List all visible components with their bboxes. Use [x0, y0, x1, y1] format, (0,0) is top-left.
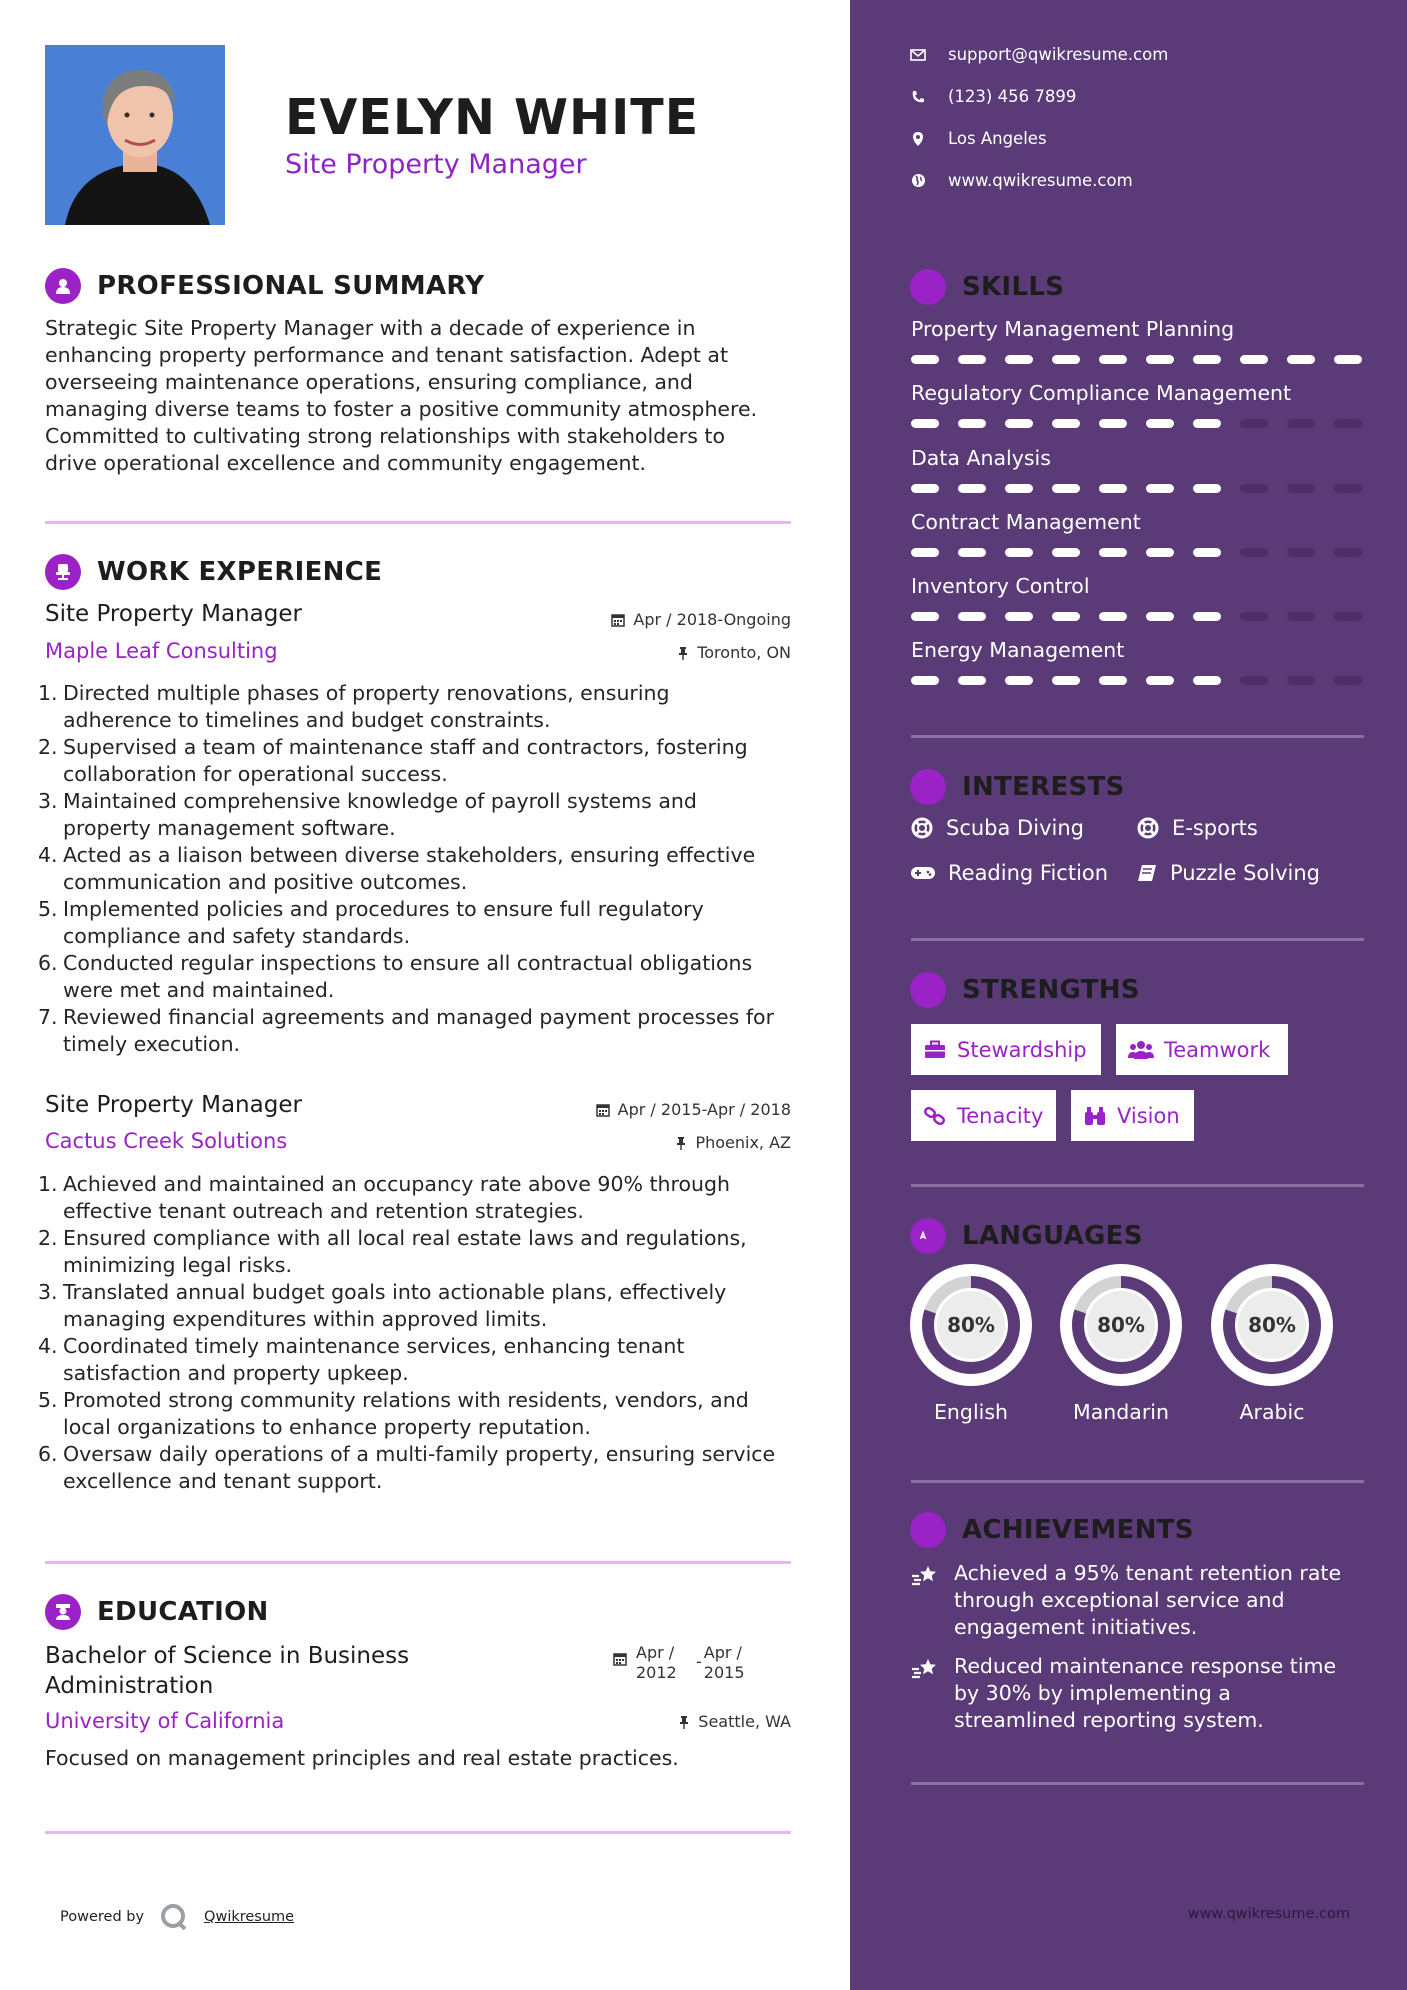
profile-photo: [45, 45, 225, 225]
phone-icon: [910, 89, 926, 105]
strength-badge: Stewardship: [911, 1024, 1101, 1075]
section-divider: [911, 1480, 1364, 1483]
summary-text: Strategic Site Property Manager with a decade of experience in enhancing property performance and tenant satisfaction. Adept at overseeing maintenance operations, ensuring compliance, and managing diverse teams to foster a positive community atmosphere. Committed to cultivating strong relationships with stakeholders to drive operational excellence and community engagement.: [45, 316, 758, 475]
skill-level-segment: [1146, 355, 1174, 364]
skill-level-segment: [1146, 419, 1174, 428]
star-badge-icon: [910, 1512, 946, 1548]
interest-item: Reading Fiction: [910, 861, 1108, 885]
languages-heading: [910, 1218, 1143, 1254]
skill-level-segment: [911, 419, 939, 428]
list-item: 1. Directed multiple phases of property renovations, ensuring adherence to timelines and budget constraints.: [38, 681, 670, 732]
skill-level-segment: [1052, 484, 1080, 493]
skill-name: Regulatory Compliance Management: [911, 381, 1292, 405]
calendar-icon: [613, 1652, 627, 1666]
qwikresume-logo-icon: [160, 1903, 188, 1931]
job-company: Maple Leaf Consulting: [45, 639, 278, 663]
skill-level-segment: [1287, 419, 1315, 428]
section-divider: [911, 1184, 1364, 1187]
job-duties: [38, 1171, 798, 1495]
language-name: English: [933, 1400, 1009, 1424]
contact-location: Los Angeles: [910, 129, 1047, 148]
list-item: 1. Achieved and maintained an occupancy rate above 90% through effective tenant outreach and retention strategies.: [38, 1172, 731, 1223]
achievement-item: Reduced maintenance response time by 30% by implementing a streamlined reporting system.: [910, 1653, 1370, 1734]
skill-level-bar: [911, 676, 1362, 685]
pin-icon: [678, 1715, 690, 1729]
envelope-icon: [910, 47, 926, 63]
strengths-heading: [910, 972, 1140, 1008]
skill-level-segment: [1240, 484, 1268, 493]
skill-level-segment: [958, 548, 986, 557]
skill-level-segment: [1005, 355, 1033, 364]
skill-level-segment: [1334, 355, 1362, 364]
job-dates: Apr / 2015-Apr / 2018: [596, 1100, 791, 1119]
skill-level-segment: [1005, 484, 1033, 493]
skill-level-segment: [958, 419, 986, 428]
globe-icon: [910, 173, 926, 189]
skill-name: Contract Management: [911, 510, 1141, 534]
skill-level-segment: [1052, 355, 1080, 364]
footer-website-link[interactable]: www.qwikresume.com: [1187, 1906, 1350, 1922]
education-location: Seattle, WA: [678, 1712, 791, 1731]
skill-level-segment: [1240, 676, 1268, 685]
book-icon: [1136, 863, 1158, 883]
achievement-item: Achieved a 95% tenant retention rate through exceptional service and engagement initiatives.: [910, 1560, 1370, 1641]
shooting-star-icon: [910, 1655, 942, 1683]
skill-level-segment: [1099, 548, 1127, 557]
language-percent: 80%: [947, 1313, 995, 1337]
skill-level-bar: [911, 612, 1362, 621]
education-degree: Bachelor of Science in Business Administration: [45, 1643, 410, 1699]
chair-icon: [45, 554, 81, 590]
contact-email[interactable]: support@qwikresume.com: [910, 45, 1168, 64]
language-name: Mandarin: [1073, 1400, 1169, 1424]
skill-level-segment: [1193, 419, 1221, 428]
strength-badge: Vision: [1071, 1090, 1194, 1141]
interests-title: INTERESTS: [962, 772, 1125, 802]
fist-icon: [910, 972, 946, 1008]
skill-name: Inventory Control: [911, 574, 1090, 598]
interest-item: Puzzle Solving: [1136, 861, 1320, 885]
summary-heading: [45, 268, 484, 304]
skill-level-segment: [1193, 612, 1221, 621]
skill-level-segment: [1193, 676, 1221, 685]
experience-heading: [45, 554, 382, 590]
skill-level-segment: [1240, 355, 1268, 364]
skill-level-segment: [1099, 355, 1127, 364]
list-item: 4. Acted as a liaison between diverse stakeholders, ensuring effective communication and positive outcomes.: [38, 843, 756, 894]
users-icon: [1128, 1040, 1154, 1060]
list-item: 7. Reviewed financial agreements and managed payment processes for timely execution.: [38, 1005, 775, 1056]
skill-level-segment: [1052, 612, 1080, 621]
job-duties: [38, 680, 798, 1058]
strength-badge: Teamwork: [1116, 1024, 1288, 1075]
strengths-title: STRENGTHS: [962, 975, 1140, 1005]
achievements-title: ACHIEVEMENTS: [962, 1515, 1194, 1545]
list-item: 2. Ensured compliance with all local real estate laws and regulations, minimizing legal risks.: [38, 1226, 747, 1277]
skill-level-segment: [911, 612, 939, 621]
skill-level-segment: [1193, 548, 1221, 557]
job-location: Phoenix, AZ: [675, 1133, 791, 1152]
lifebuoy-icon: [910, 816, 934, 840]
candidate-title: Site Property Manager: [285, 149, 587, 180]
skill-level-segment: [958, 612, 986, 621]
language-ring: [910, 1264, 1032, 1386]
language-name: Arabic: [1239, 1400, 1305, 1424]
skill-level-segment: [1099, 676, 1127, 685]
user-icon: [45, 268, 81, 304]
skill-level-segment: [958, 355, 986, 364]
skill-level-segment: [1193, 355, 1221, 364]
lightbulb-icon: [910, 269, 946, 305]
skill-level-segment: [911, 676, 939, 685]
skill-level-segment: [1334, 484, 1362, 493]
education-school: University of California: [45, 1709, 285, 1733]
skill-level-bar: [911, 548, 1362, 557]
skills-heading: [910, 269, 1064, 305]
skill-name: Property Management Planning: [911, 317, 1235, 341]
languages-title: LANGUAGES: [962, 1221, 1143, 1251]
map-marker-icon: [910, 131, 926, 147]
education-dates: Apr / 2012 - Apr / 2015: [613, 1643, 745, 1683]
language-percent: 80%: [1248, 1313, 1296, 1337]
skill-level-segment: [1099, 612, 1127, 621]
skill-level-segment: [1287, 355, 1315, 364]
briefcase-icon: [923, 1040, 947, 1060]
skills-title: SKILLS: [962, 272, 1065, 302]
skill-level-segment: [958, 676, 986, 685]
list-item: 6. Oversaw daily operations of a multi-family property, ensuring service excellence and tenant support.: [38, 1442, 776, 1493]
paper-plane-icon: [910, 769, 946, 805]
skill-level-segment: [1287, 484, 1315, 493]
skill-level-segment: [1146, 612, 1174, 621]
graduate-icon: [45, 1594, 81, 1630]
list-item: 3. Translated annual budget goals into actionable plans, effectively managing expenditures within approved limits.: [38, 1280, 727, 1331]
list-item: 3. Maintained comprehensive knowledge of payroll systems and property management software.: [38, 789, 697, 840]
skill-level-segment: [1334, 676, 1362, 685]
section-divider: [911, 938, 1364, 941]
powered-by: Powered by Qwikresume: [60, 1903, 294, 1931]
contact-phone[interactable]: (123) 456 7899: [910, 87, 1076, 106]
job-dates: Apr / 2018-Ongoing: [611, 610, 791, 629]
skill-level-segment: [1193, 484, 1221, 493]
list-item: 6. Conducted regular inspections to ensure all contractual obligations were met and maintained.: [38, 951, 753, 1002]
language-item: [1059, 1264, 1183, 1424]
skill-level-segment: [1287, 548, 1315, 557]
skill-level-segment: [1052, 419, 1080, 428]
interests-heading: [910, 769, 1125, 805]
skill-level-segment: [1334, 548, 1362, 557]
language-icon: [910, 1218, 946, 1254]
gamepad-icon: [910, 864, 936, 882]
strength-badge: Tenacity: [911, 1090, 1056, 1141]
language-item: [909, 1264, 1033, 1424]
calendar-icon: [611, 613, 625, 627]
candidate-name: EVELYN WHITE: [285, 89, 700, 146]
skill-level-segment: [1099, 419, 1127, 428]
skill-level-segment: [1099, 484, 1127, 493]
skill-level-segment: [958, 484, 986, 493]
qwikresume-link[interactable]: Qwikresume: [204, 1909, 295, 1925]
language-item: [1210, 1264, 1334, 1424]
section-divider: [45, 521, 791, 524]
skill-level-bar: [911, 355, 1362, 364]
job-role: Site Property Manager: [45, 1092, 302, 1118]
list-item: 2. Supervised a team of maintenance staff and contractors, fostering collaboration for operational success.: [38, 735, 748, 786]
list-item: 5. Promoted strong community relations with residents, vendors, and local organizations to enhance property reputation.: [38, 1388, 749, 1439]
shooting-star-icon: [910, 1562, 942, 1590]
skill-level-segment: [1146, 484, 1174, 493]
skill-level-segment: [1005, 548, 1033, 557]
summary-title: PROFESSIONAL SUMMARY: [97, 271, 485, 301]
experience-title: WORK EXPERIENCE: [97, 557, 383, 587]
section-divider: [45, 1561, 791, 1564]
link-icon: [923, 1106, 947, 1126]
interest-item: Scuba Diving: [910, 816, 1084, 840]
skill-level-segment: [1005, 612, 1033, 621]
skill-level-segment: [911, 355, 939, 364]
skill-level-segment: [1287, 612, 1315, 621]
skill-level-bar: [911, 484, 1362, 493]
list-item: 5. Implemented policies and procedures to ensure full regulatory compliance and safety standards.: [38, 897, 704, 948]
education-heading: [45, 1594, 269, 1630]
binoculars-icon: [1083, 1106, 1107, 1126]
skill-level-segment: [1005, 676, 1033, 685]
language-percent: 80%: [1097, 1313, 1145, 1337]
skill-level-segment: [1334, 612, 1362, 621]
education-title: EDUCATION: [97, 1597, 269, 1627]
lifebuoy-icon: [1136, 816, 1160, 840]
job-company: Cactus Creek Solutions: [45, 1129, 288, 1153]
pin-icon: [677, 646, 689, 660]
skill-name: Data Analysis: [911, 446, 1051, 470]
skill-level-segment: [1146, 548, 1174, 557]
section-divider: [911, 1782, 1364, 1785]
skill-level-segment: [1052, 548, 1080, 557]
skill-level-segment: [1240, 419, 1268, 428]
skill-level-segment: [911, 484, 939, 493]
skill-level-segment: [1146, 676, 1174, 685]
job-location: Toronto, ON: [677, 643, 791, 662]
skill-level-segment: [1287, 676, 1315, 685]
education-description: Focused on management principles and real estate practices.: [45, 1746, 679, 1770]
section-divider: [911, 735, 1364, 738]
achievements-heading: [910, 1512, 1194, 1548]
interest-item: E-sports: [1136, 816, 1258, 840]
list-item: 4. Coordinated timely maintenance services, enhancing tenant satisfaction and property upkeep.: [38, 1334, 685, 1385]
skill-level-segment: [1052, 676, 1080, 685]
calendar-icon: [596, 1103, 610, 1117]
skill-name: Energy Management: [911, 638, 1125, 662]
language-ring: [1060, 1264, 1182, 1386]
job-role: Site Property Manager: [45, 601, 302, 627]
skill-level-segment: [911, 548, 939, 557]
contact-website[interactable]: www.qwikresume.com: [910, 171, 1133, 190]
language-ring: [1211, 1264, 1333, 1386]
skill-level-segment: [1005, 419, 1033, 428]
pin-icon: [675, 1136, 687, 1150]
skill-level-bar: [911, 419, 1362, 428]
skill-level-segment: [1240, 548, 1268, 557]
section-divider: [45, 1831, 791, 1834]
skill-level-segment: [1334, 419, 1362, 428]
skill-level-segment: [1240, 612, 1268, 621]
